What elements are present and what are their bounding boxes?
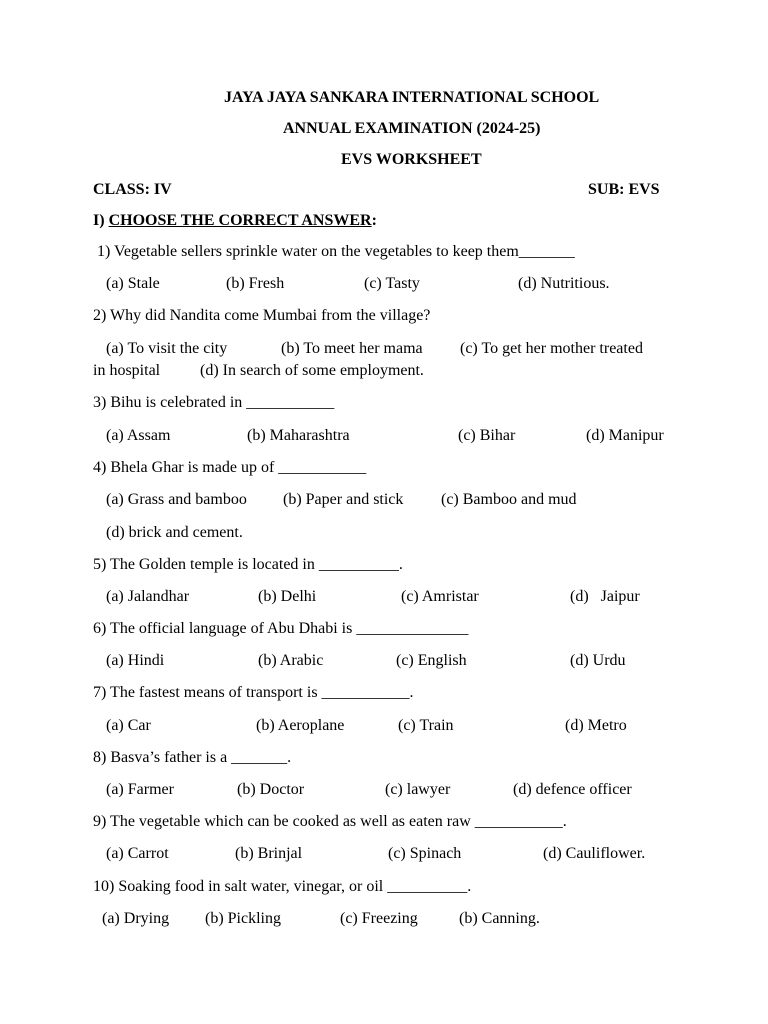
- question-9: 9) The vegetable which can be cooked as well as eaten raw ___________.: [93, 813, 567, 830]
- q10-option-d: (b) Canning.: [459, 910, 540, 927]
- q7-option-d: (d) Metro: [565, 717, 627, 734]
- q9-option-c: (c) Spinach: [388, 845, 462, 862]
- q6-option-a: (a) Hindi: [106, 652, 165, 669]
- q1-option-b: (b) Fresh: [226, 275, 285, 292]
- question-3: 3) Bihu is celebrated in ___________: [93, 394, 335, 411]
- q2-option-c: (c) To get her mother treated: [460, 340, 643, 357]
- q8-option-a: (a) Farmer: [106, 781, 174, 798]
- question-8: 8) Basva’s father is a _______.: [93, 749, 292, 766]
- q9-option-d: (d) Cauliflower.: [543, 845, 646, 862]
- q1-option-a: (a) Stale: [106, 275, 160, 292]
- worksheet-title: EVS WORKSHEET: [341, 151, 482, 168]
- q4-option-a: (a) Grass and bamboo: [106, 491, 247, 508]
- q10-option-b: (b) Pickling: [205, 910, 281, 927]
- q5-option-a: (a) Jalandhar: [106, 588, 190, 605]
- q1-option-c: (c) Tasty: [364, 275, 420, 292]
- q4-option-c: (c) Bamboo and mud: [441, 491, 577, 508]
- q7-option-c: (c) Train: [398, 717, 454, 734]
- question-6: 6) The official language of Abu Dhabi is ______________: [93, 620, 469, 637]
- school-name: JAYA JAYA SANKARA INTERNATIONAL SCHOOL: [224, 89, 600, 106]
- q5-option-c: (c) Amristar: [401, 588, 479, 605]
- q9-option-b: (b) Brinjal: [235, 845, 303, 862]
- exam-title: ANNUAL EXAMINATION (2024-25): [283, 120, 541, 137]
- question-10: 10) Soaking food in salt water, vinegar, or oil __________.: [93, 878, 472, 895]
- q6-option-d: (d) Urdu: [570, 652, 626, 669]
- q6-option-b: (b) Arabic: [258, 652, 324, 669]
- section-colon: :: [371, 212, 377, 229]
- q7-option-b: (b) Aeroplane: [256, 717, 345, 734]
- q10-option-a: (a) Drying: [102, 910, 170, 927]
- q7-option-a: (a) Car: [106, 717, 151, 734]
- question-7: 7) The fastest means of transport is ___________.: [93, 684, 414, 701]
- q8-option-d: (d) defence officer: [513, 781, 632, 798]
- q2-option-b: (b) To meet her mama: [281, 340, 423, 357]
- q8-option-c: (c) lawyer: [385, 781, 451, 798]
- q9-option-a: (a) Carrot: [106, 845, 169, 862]
- q1-option-d: (d) Nutritious.: [518, 275, 610, 292]
- class-label: CLASS: IV: [93, 181, 172, 198]
- q2-option-d: (d) In search of some employment.: [200, 362, 424, 379]
- q2-option-c-continued: in hospital: [93, 362, 161, 379]
- q4-option-b: (b) Paper and stick: [283, 491, 404, 508]
- q3-option-c: (c) Bihar: [458, 427, 516, 444]
- subject-label: SUB: EVS: [588, 181, 660, 198]
- q3-option-d: (d) Manipur: [586, 427, 664, 444]
- question-2: 2) Why did Nandita come Mumbai from the village?: [93, 307, 431, 324]
- q4-option-d: (d) brick and cement.: [106, 524, 243, 541]
- question-4: 4) Bhela Ghar is made up of ___________: [93, 459, 367, 476]
- section-number: I): [93, 212, 105, 229]
- q3-option-b: (b) Maharashtra: [247, 427, 350, 444]
- q6-option-c: (c) English: [396, 652, 467, 669]
- q5-option-b: (b) Delhi: [258, 588, 317, 605]
- section-title: CHOOSE THE CORRECT ANSWER: [108, 212, 372, 229]
- q2-option-a: (a) To visit the city: [106, 340, 228, 357]
- question-1: 1) Vegetable sellers sprinkle water on the vegetables to keep them_______: [97, 243, 575, 260]
- question-5: 5) The Golden temple is located in __________.: [93, 556, 403, 573]
- q10-option-c: (c) Freezing: [340, 910, 418, 927]
- q5-option-d: (d) Jaipur: [570, 588, 640, 605]
- q8-option-b: (b) Doctor: [237, 781, 305, 798]
- q3-option-a: (a) Assam: [106, 427, 171, 444]
- section-heading: [93, 213, 377, 229]
